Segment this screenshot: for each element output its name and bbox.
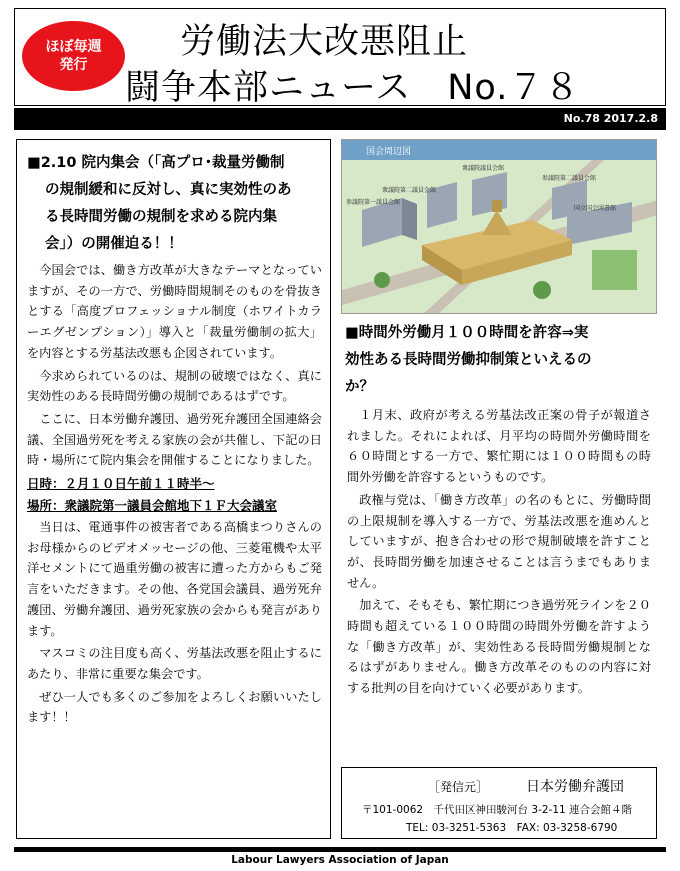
right-heading-line: か？ <box>345 379 374 395</box>
paragraph: ぜひ一人でも多くのご参加をよろしくお願いいたします！！ <box>27 689 322 725</box>
left-heading-line: の規制緩和に反対し、真に実効性のあ <box>45 182 292 198</box>
paragraph: 加えて、そもそも、繁忙期につき過労死ラインを２０時間も超えている１００時間の時間外労働を許すような「働き方改革」が、実効性ある長時間労働規制となるはずがありません。働き方改革そのものの内容に対する批判の目を向けていく必要があります。 <box>347 598 651 696</box>
map-label: 参議院第一議員会館 <box>346 199 401 206</box>
footer-rule <box>14 847 666 852</box>
footer-text: Labour Lawyers Association of Japan <box>231 854 449 866</box>
event-place: 場所：衆議院第一議員会館地下１Ｆ大会議室 <box>27 498 278 514</box>
left-article <box>16 139 331 839</box>
right-heading-line: ■時間外労働月１００時間を許容⇒実 <box>345 325 589 341</box>
map-label: 衆議院議員会館 <box>462 165 505 172</box>
left-heading-line: 会」）の開催迫る！！ <box>45 236 183 252</box>
paragraph: マスコミの注目度も高く、労基法改悪を阻止するにあたり、非常に重要な集会です。 <box>27 646 322 681</box>
left-heading-line: ■2.10 院内集会（「高プロ･裁量労働制 <box>27 155 285 171</box>
weekly-badge <box>22 21 125 91</box>
left-heading <box>27 150 322 258</box>
issue-bar: No.78 2017.2.8 <box>14 108 666 130</box>
sender-contact: TEL: 03-3251-5363 FAX: 03-3258-6790 <box>406 822 618 834</box>
right-column <box>341 139 657 699</box>
right-heading <box>341 320 657 401</box>
map-label: 参議院第二議員会館 <box>542 175 597 182</box>
paragraph: 当日は、電通事件の被害者である高橋まつりさんのお母様からのビデオメッセージの他、三菱電機や太平洋セメントにて過重労働の被害に遭った方からもご発言をいただきます。その他、各党国会議員、過労死弁護団、労働弁護団、過労死家族の会からも発言があります。 <box>27 520 322 638</box>
paragraph: 今国会では、働き方改革が大きなテーマとなっていますが、その一方で、労働時間規制そのものを骨抜きとする「高度プロフェッショナル制度（ホワイトカラーエグゼンプション）」導入と「裁量労働制の拡大」を内容とする労基法改悪も企図されています。 <box>27 263 322 360</box>
title-line1: 労働法大改悪阻止 <box>180 22 469 62</box>
map-title: 国会周辺図 <box>366 147 412 157</box>
right-body <box>341 401 657 699</box>
paragraph: 今求められているのは、規制の破壊ではなく、真に実効性のある長時間労働の規制であるはずです。 <box>27 368 322 404</box>
paragraph: ここに、日本労働弁護団、過労死弁護団全国連絡会議、全国過労死を考える家族の会が共催し、下記の日時・場所にて院内集会を開催することになりました。 <box>27 411 322 468</box>
right-heading-line: 効性ある長時間労働抑制策といえるの <box>345 352 592 368</box>
paragraph: １月末、政府が考える労基法改正案の骨子が報道されました。それによれば、月平均の時間外労働時間を６０時間とする一方で、繁忙期には１００時間もの時間外労働を許容するというものです。 <box>347 408 651 485</box>
diet-area-map <box>341 139 657 314</box>
left-heading-line: る長時間労働の規制を求める院内集 <box>45 209 277 225</box>
left-body <box>27 260 322 471</box>
badge-line1: ほぼ毎週 <box>45 39 102 55</box>
paragraph: 政権与党は、「働き方改革」の名のもとに、労働時間の上限規制を導入する一方で、労基法改悪を進めんとしていますが、抱き合わせの形で規制破壊を許すことが、長時間労働を加速させることは言うまでもありません。 <box>347 492 651 590</box>
left-body-2 <box>27 517 322 728</box>
sender-label: ［発信元］ <box>428 780 489 794</box>
title-line2: 闘争本部ニュース No.７８ <box>125 68 581 108</box>
sender-address: 〒101-0062 千代田区神田駿河台 3-2-11 連合会館４階 <box>362 804 633 816</box>
sender-box <box>341 767 657 839</box>
map-label: 国立国会図書館 <box>574 205 617 212</box>
sender-org: 日本労働弁護団 <box>526 779 624 795</box>
badge-line2: 発行 <box>59 57 88 73</box>
event-date: 日時：２月１０日午前１１時半～ <box>27 476 215 492</box>
map-illustration <box>342 140 657 314</box>
map-label: 衆議院第二議員会館 <box>382 187 437 194</box>
